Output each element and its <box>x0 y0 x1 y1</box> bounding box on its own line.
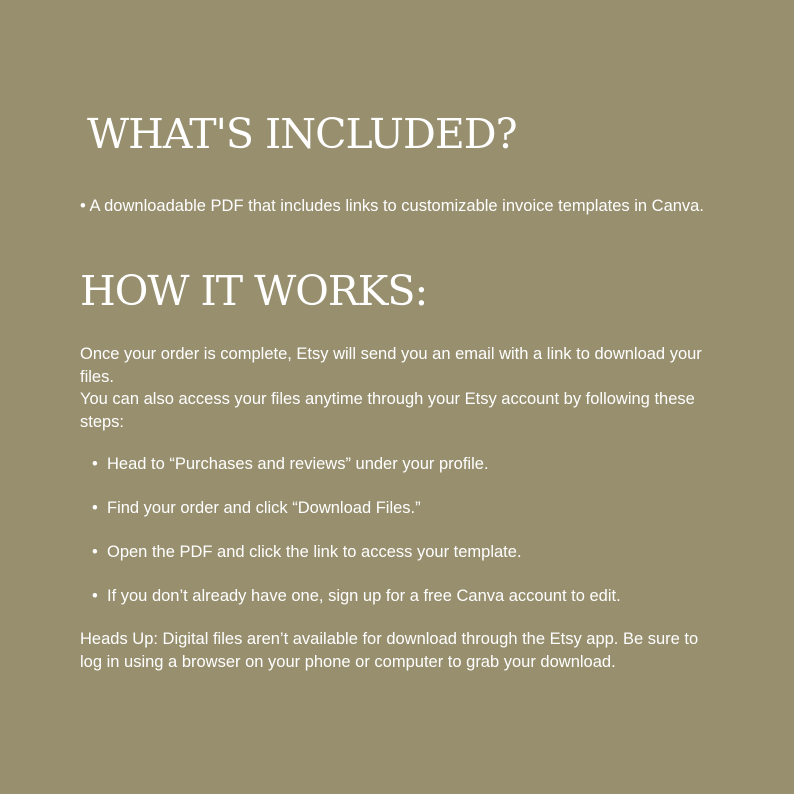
bullet-icon: • <box>92 587 98 605</box>
step-text: If you don’t already have one, sign up for a free Canva account to edit. <box>107 587 621 605</box>
bullet-icon: • <box>92 455 98 473</box>
step-text: Head to “Purchases and reviews” under your profile. <box>107 455 489 473</box>
included-description: • A downloadable PDF that includes links to customizable invoice templates in Canva. <box>80 197 704 215</box>
bullet-icon: • <box>92 499 98 517</box>
step-item <box>92 585 621 608</box>
step-text: Find your order and click “Download Files.” <box>107 499 421 517</box>
heads-up-note: Heads Up: Digital files aren’t available for download through the Etsy app. Be sure to log in using a browser on your phone or computer to grab your download. <box>80 630 699 671</box>
steps-list <box>92 453 621 629</box>
intro-line-account: You can also access your files anytime through your Etsy account by following these steps: <box>80 390 695 431</box>
step-item <box>92 541 621 564</box>
intro-line-email: Once your order is complete, Etsy will send you an email with a link to download your files. <box>80 345 702 386</box>
step-text: Open the PDF and click the link to access your template. <box>107 543 522 561</box>
how-it-works-intro <box>80 343 720 433</box>
step-item <box>92 497 621 520</box>
bullet-icon: • <box>92 543 98 561</box>
whats-included-heading: WHAT'S INCLUDED? <box>87 110 517 158</box>
step-item <box>92 453 621 476</box>
how-it-works-heading: HOW IT WORKS: <box>80 267 428 315</box>
